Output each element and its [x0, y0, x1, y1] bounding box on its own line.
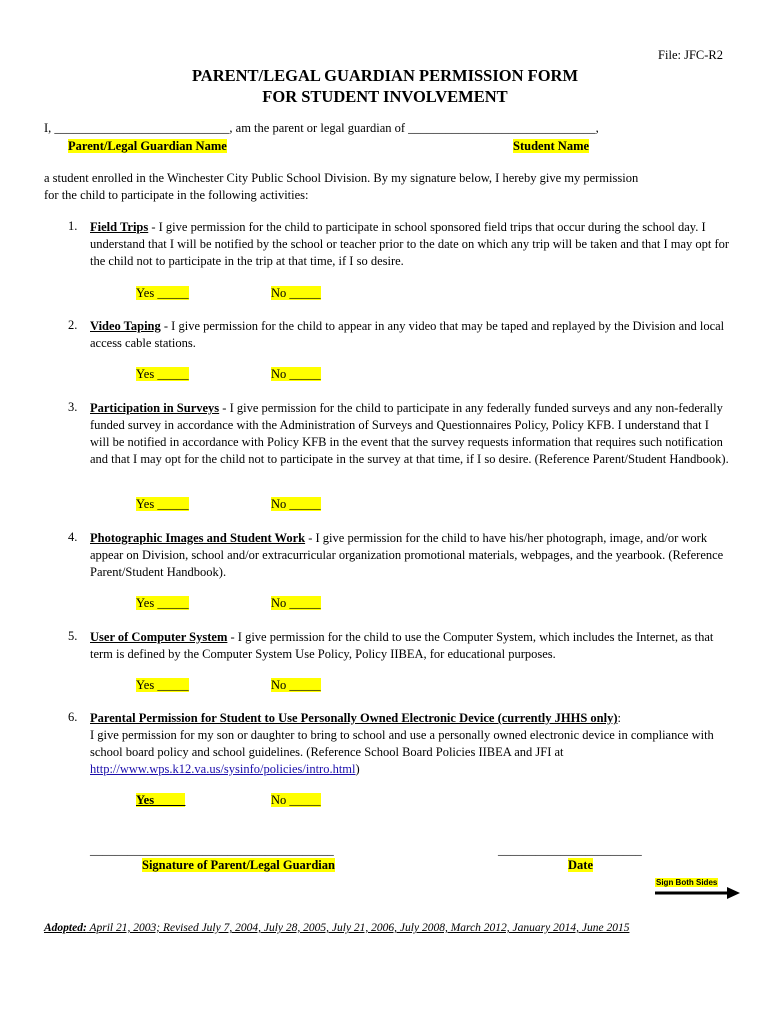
item-title: User of Computer System: [90, 630, 228, 644]
intro-body-line2: for the child to participate in the following activities:: [44, 188, 309, 202]
adopted-dates: [44, 922, 629, 934]
item-title-colon: :: [617, 711, 621, 725]
item-title: Participation in Surveys: [90, 401, 220, 415]
item-body: - I give permission for the child to appear in any video that may be taped and replayed by the Division and local access cable stations.: [90, 319, 725, 350]
item-number: 1.: [68, 219, 78, 233]
item-body: I give permission for my son or daughter to bring to school and use a personally owned electronic device in compliance with school board policy and school guidelines. (Reference School Board Policies IIBEA and JFI at: [90, 728, 714, 759]
item-field-trips: [90, 219, 730, 270]
item-title: Field Trips: [90, 220, 149, 234]
item-number: 3.: [68, 400, 78, 414]
parent-name-label-text: Parent/Legal Guardian Name: [68, 139, 227, 153]
item-video-taping: [90, 318, 730, 352]
item-title: Parental Permission for Student to Use Personally Owned Electronic Device (currently JHHS only): [90, 711, 618, 725]
right-arrow-icon: [655, 886, 741, 900]
yes-option[interactable]: Yes _____: [136, 497, 189, 511]
item-photographic-images: [90, 530, 730, 581]
intro-body-line1: a student enrolled in the Winchester City Public School Division. By my signature below, I hereby give my permission: [44, 171, 639, 185]
no-option[interactable]: No _____: [271, 286, 321, 300]
signature-line[interactable]: _______________________________________: [90, 843, 334, 857]
yes-option[interactable]: Yes_____: [136, 793, 186, 807]
item-participation-surveys: [90, 400, 730, 468]
item-body-end: ): [355, 762, 360, 776]
yes-option[interactable]: Yes _____: [136, 678, 189, 692]
student-name-label-text: Student Name: [513, 139, 590, 153]
item-body: - I give permission for the child to have his/her photograph, image, and/or work appear on Division, school and/or extracurricular organization promotional materials, webpages, and the yearbook. (Reference Parent/Student Handbook).: [90, 531, 724, 579]
yes-option[interactable]: Yes _____: [136, 286, 189, 300]
item-number: 6.: [68, 710, 78, 724]
sign-both-sides-note: Sign Both Sides: [656, 878, 718, 887]
no-option[interactable]: No _____: [271, 678, 321, 692]
form-title-line1: PARENT/LEGAL GUARDIAN PERMISSION FORM: [191, 66, 579, 85]
item-title: Video Taping: [90, 319, 161, 333]
date-line[interactable]: _______________________: [498, 843, 642, 857]
yes-option[interactable]: Yes _____: [136, 367, 189, 381]
no-option[interactable]: No _____: [271, 497, 321, 511]
item-number: 5.: [68, 629, 78, 643]
adopted-label: Adopted:: [44, 922, 87, 934]
item-title: Photographic Images and Student Work: [90, 531, 306, 545]
no-option[interactable]: No _____: [271, 596, 321, 610]
yes-option[interactable]: Yes _____: [136, 596, 189, 610]
date-label: Date: [568, 858, 593, 872]
item-body: - I give permission for the child to participate in school sponsored field trips that occur during the school day. I understand that I will be notified by the school or teacher prior to the date on which any trip will be taken and that I may opt for the child not to participate in the trip at that time, if I so desire.: [90, 220, 730, 268]
item-number: 4.: [68, 530, 78, 544]
adopted-value: April 21, 2003; Revised July 7, 2004, July 28, 2005, July 21, 2006, July 2008, March 2012, January 2014, June 2015: [86, 922, 630, 934]
item-body: - I give permission for the child to participate in any federally funded surveys and any non-federally funded survey in accordance with the Administration of Surveys and Questionnaires Policy, Policy KFB. I understand that I will be notified in accordance with Policy KFB in the event that the survey requests information that requires such notification and that I may opt for the child not to participate in the survey at that time, if I so desire. (Reference Parent/Student Handbook).: [90, 401, 729, 466]
signature-label: Signature of Parent/Legal Guardian: [142, 858, 335, 872]
guardian-intro-line: I, ____________________________, am the parent or legal guardian of ______________________________,: [44, 121, 599, 135]
parent-name-label: [68, 138, 227, 155]
no-option[interactable]: No _____: [271, 793, 321, 807]
item-computer-system: [90, 629, 730, 663]
no-option[interactable]: No _____: [271, 367, 321, 381]
item-number: 2.: [68, 318, 78, 332]
policies-link[interactable]: http://www.wps.k12.va.us/sysinfo/policies/intro.html: [90, 762, 356, 776]
file-reference: File: JFC-R2: [658, 48, 723, 62]
item-body: - I give permission for the child to use the Computer System, which includes the Internet, as that term is defined by the Computer System Use Policy, Policy IIBEA, for educational purposes.: [90, 630, 714, 661]
item-electronic-device: [90, 710, 730, 778]
form-title-line2: FOR STUDENT INVOLVEMENT: [262, 87, 508, 106]
student-name-label: [513, 138, 589, 155]
